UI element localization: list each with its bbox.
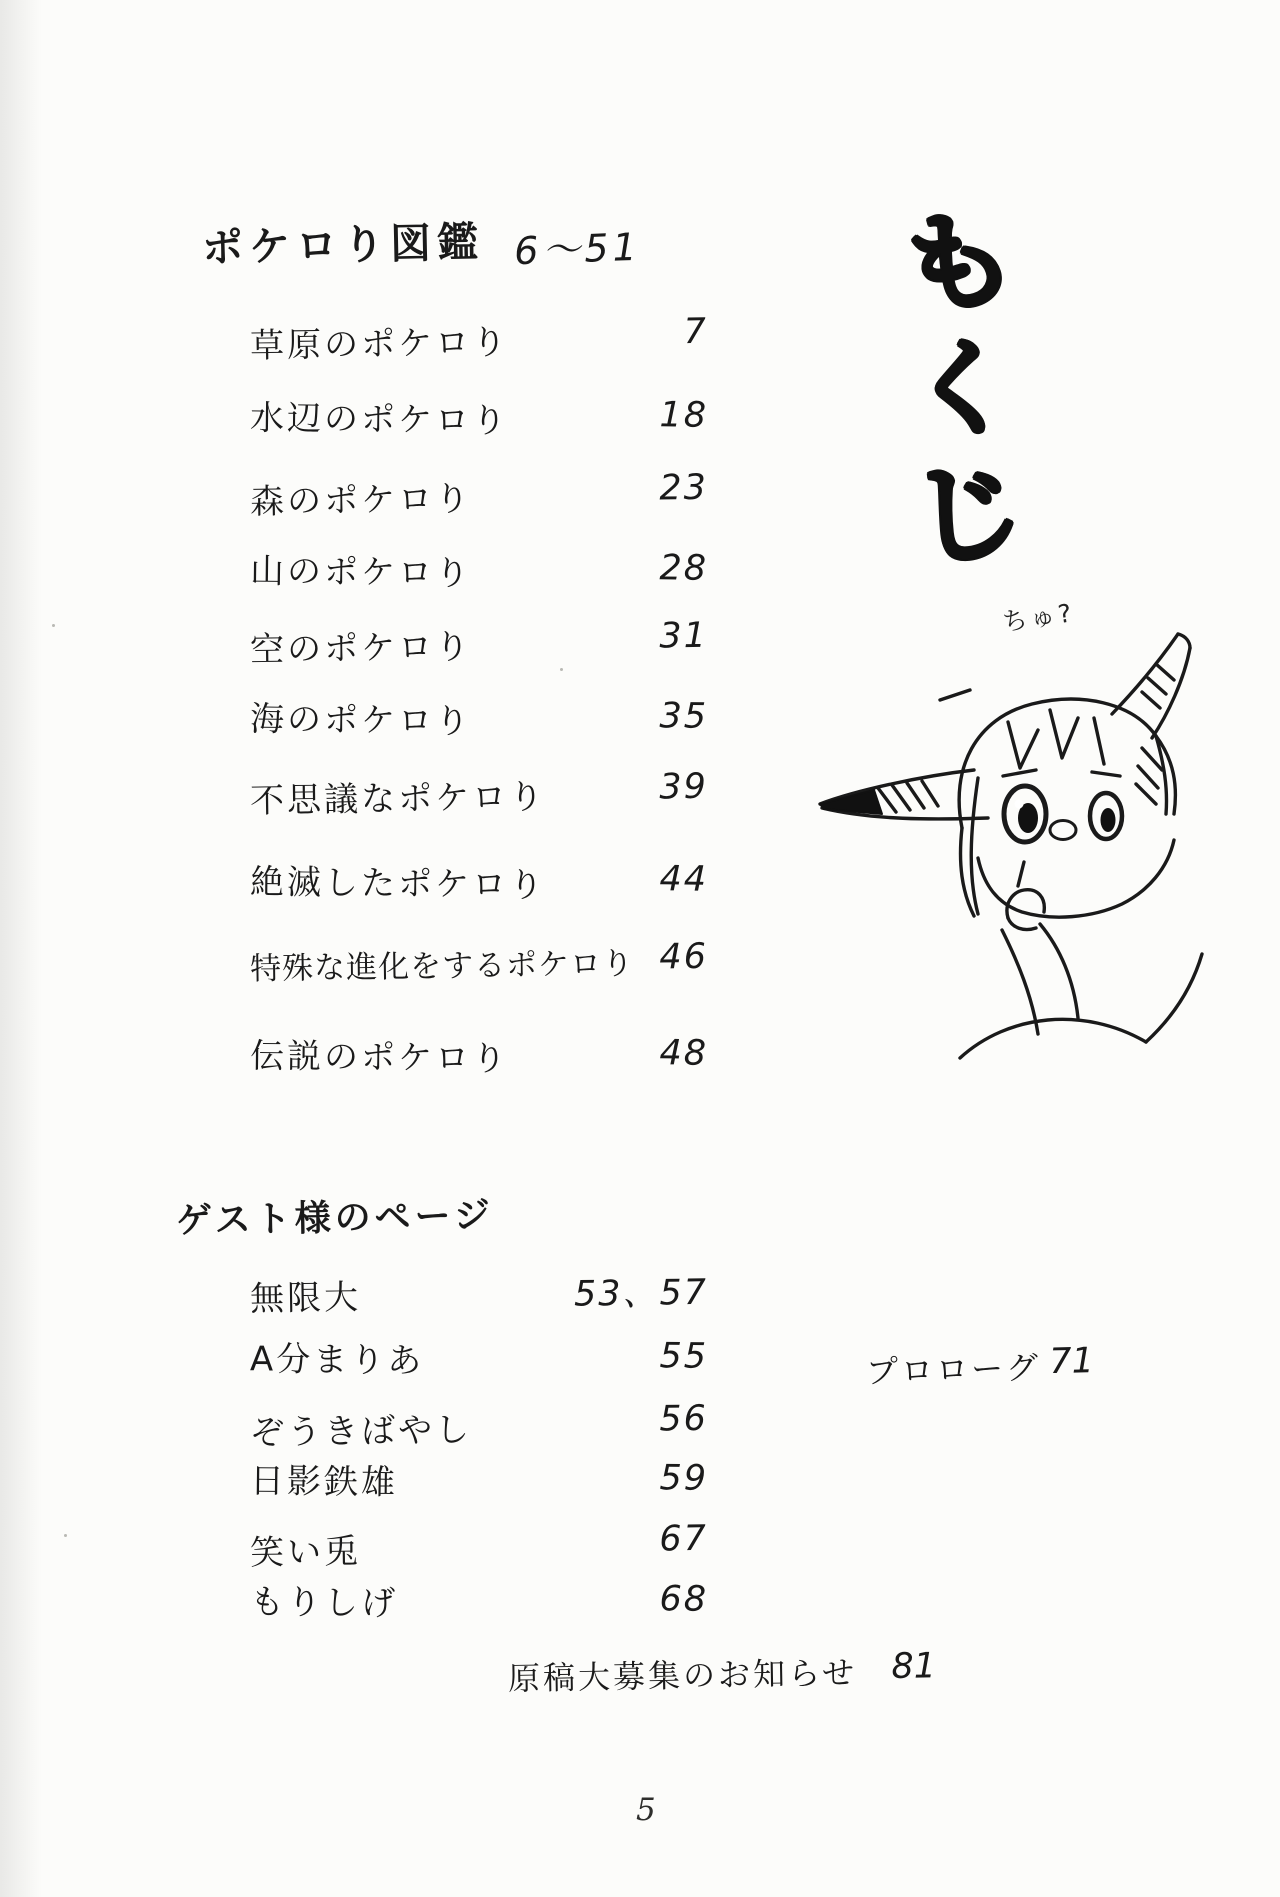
toc-item-page: 53、57 (573, 1272, 709, 1315)
toc-item-page: 31 (659, 615, 709, 657)
toc-item-label: A分まりあ (249, 1339, 425, 1382)
toc-item-label: 無限大 (249, 1277, 362, 1320)
toc-item-page: 18 (659, 395, 709, 436)
section1-heading: ポケロり図鑑 (201, 218, 485, 272)
toc-row (250, 616, 709, 671)
toc-row (250, 1519, 709, 1574)
girl-illustration (812, 618, 1256, 1064)
toc-item-page: 28 (659, 548, 709, 589)
scan-speck (52, 624, 55, 627)
toc-row (250, 1331, 709, 1386)
toc-item-label: 山のポケロり (249, 551, 473, 594)
toc-item-page: 44 (659, 859, 709, 900)
toc-item-page: 55 (659, 1336, 709, 1377)
toc-item-label: 特殊な進化をするポケロり (249, 945, 635, 988)
toc-row (250, 691, 709, 746)
toc-item-page: 39 (659, 766, 709, 808)
hair (940, 690, 1175, 916)
toc-item-page: 67 (659, 1518, 709, 1560)
scan-speck (64, 1534, 67, 1537)
toc-row (250, 1028, 709, 1083)
toc-item-page: 7 (683, 311, 709, 353)
toc-item-page: 48 (659, 1033, 709, 1074)
toc-item-page: 35 (659, 696, 709, 737)
toc-item-label: 森のポケロり (249, 479, 473, 523)
toc-row (250, 1574, 709, 1629)
toc-row (250, 767, 709, 822)
toc-item-label: ぞうきばやし (249, 1410, 473, 1454)
scan-speck (560, 668, 563, 671)
toc-row (250, 312, 709, 367)
vertical-title-char: じ (906, 444, 1030, 584)
manuscript-notice-row (508, 1646, 937, 1699)
toc-item-label: 草原のポケロり (249, 322, 510, 367)
toc-row (250, 468, 709, 523)
toc-item-page: 56 (659, 1398, 709, 1440)
toc-row (250, 1453, 709, 1508)
toc-row (250, 390, 709, 445)
toc-item-label: 水辺のポケロり (249, 398, 510, 442)
vertical-title-char: も (884, 184, 1032, 343)
toc-item-label: 不思議なポケロり (249, 777, 547, 822)
toc-row (250, 854, 709, 909)
toc-item-page: 59 (659, 1458, 709, 1499)
toc-item-label: 伝説のポケロり (249, 1036, 510, 1080)
prologue-label: プロローグ (865, 1348, 1042, 1391)
section1-page-range: 6〜51 (513, 224, 642, 274)
toc-item-page: 68 (659, 1579, 709, 1620)
manuscript-notice-label: 原稿大募集のお知らせ (507, 1653, 858, 1698)
right-ear (1112, 634, 1190, 738)
section2-heading: ゲスト様のページ (175, 1195, 495, 1242)
scan-edge-shading (0, 0, 42, 1897)
toc-item-page: 46 (659, 936, 709, 978)
toc-item-page: 23 (659, 467, 709, 509)
toc-item-label: 日影鉄雄 (249, 1461, 399, 1504)
toc-item-label: 海のポケロり (249, 699, 473, 742)
toc-item-label: 絶滅したポケロり (249, 862, 547, 906)
vertical-title-char: く (906, 325, 1018, 453)
prologue-page: 71 (1048, 1341, 1095, 1383)
toc-item-label: もりしげ (249, 1582, 399, 1625)
toc-row (250, 1265, 709, 1321)
page-number: 5 (636, 1792, 657, 1828)
vertical-title-mokuji (884, 184, 1032, 584)
illustration-speech-text: ちゅ? (1000, 598, 1077, 637)
toc-item-label: 空のポケロり (249, 627, 473, 671)
toc-row (250, 937, 709, 988)
toc-row (250, 543, 709, 598)
manuscript-notice-page: 81 (891, 1646, 937, 1688)
toc-item-label: 笑い兎 (249, 1531, 362, 1574)
toc-row (250, 1399, 709, 1454)
prologue-row (865, 1341, 1094, 1393)
hand-and-body (960, 862, 1202, 1058)
